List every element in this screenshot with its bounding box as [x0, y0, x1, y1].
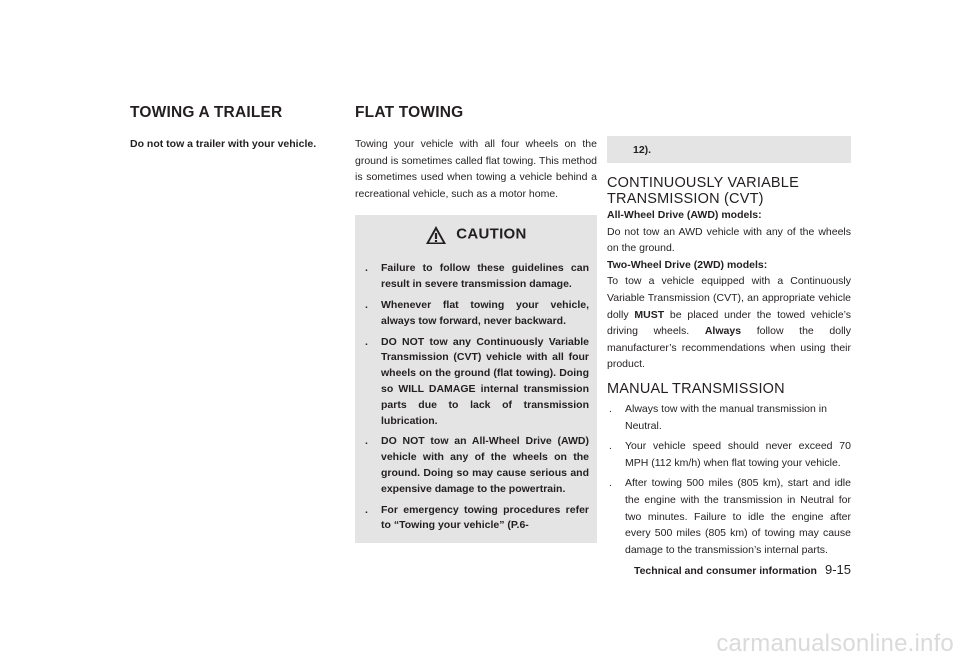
- watermark: carmanualsonline.info: [716, 630, 954, 657]
- caution-continued-text: 12).: [633, 144, 652, 156]
- bullet: .: [365, 335, 368, 348]
- caution-item: . For emergency towing procedures refer to “Towing your vehicle” (P.6-: [365, 503, 589, 532]
- flat-towing-heading: FLAT TOWING: [355, 104, 464, 121]
- bullet: .: [365, 262, 368, 275]
- manual-transmission-heading: MANUAL TRANSMISSION: [607, 380, 785, 397]
- caution-item: . Failure to follow these guidelines can result in severe transmission damage.: [365, 262, 589, 291]
- caution-item: . Whenever flat towing your vehicle, always tow forward, never backward.: [365, 298, 589, 327]
- bullet: .: [365, 503, 368, 516]
- cvt-heading: CONTINUOUSLY VARIABLE TRANSMISSION (CVT): [607, 175, 799, 207]
- caution-box: [355, 215, 597, 543]
- caution-title: CAUTION: [456, 226, 527, 244]
- towing-trailer-text: Do not tow a trailer with your vehicle.: [130, 138, 317, 150]
- always-emphasis: Always: [704, 325, 742, 338]
- page-number: 9-15: [824, 562, 851, 577]
- manual-item: . Always tow with the manual transmission in Neutral.: [609, 402, 827, 432]
- towing-trailer-heading: TOWING A TRAILER: [130, 104, 283, 121]
- twd-text: To tow a vehicle equipped with a Continuously Variable Transmission (CVT), an appropriate vehicle dolly MUST be placed under the towed vehicle’s driving wheels. Always follow the dolly manufacturer’s recommendations when using their product.: [607, 275, 852, 371]
- caution-list: [363, 261, 589, 534]
- caution-item: . DO NOT tow an All-Wheel Drive (AWD) vehicle with any of the wheels on the ground. Doing so may cause serious and expensive damage to the powertrain.: [365, 435, 589, 495]
- manual-item: . After towing 500 miles (805 km), start and idle the engine with the transmission in Neutral for two minutes. Failure to idle the engine after every 500 miles (805 km) of towing may cause damage to the transmission’s internal parts.: [609, 477, 851, 556]
- must-emphasis: MUST: [634, 308, 665, 321]
- manual-transmission-list: [607, 401, 851, 558]
- awd-text: Do not tow an AWD vehicle with any of the wheels on the ground.: [607, 225, 851, 255]
- manual-item: . Your vehicle speed should never exceed 70 MPH (112 km/h) when flat towing your vehicle.: [609, 440, 851, 469]
- towing-trailer-section: [130, 136, 345, 153]
- caution-header: [363, 225, 589, 249]
- caution-item: . DO NOT tow any Continuously Variable Transmission (CVT) vehicle with all four wheels on the ground (flat towing). Doing so WILL DAMAGE internal transmission parts due to lack of transmission lubrication.: [365, 335, 589, 427]
- flat-towing-section: [355, 136, 597, 543]
- page-footer: [607, 562, 851, 577]
- twd-label: Two-Wheel Drive (2WD) models:: [607, 258, 768, 271]
- bullet: .: [609, 402, 612, 415]
- caution-continued-box: [607, 136, 851, 163]
- bullet: .: [609, 440, 612, 453]
- footer-section-label: Technical and consumer information: [633, 565, 817, 577]
- right-column: [607, 136, 851, 562]
- bullet: .: [365, 435, 368, 448]
- warning-triangle-icon: [425, 225, 447, 245]
- awd-label: All-Wheel Drive (AWD) models:: [607, 209, 762, 221]
- bullet: .: [609, 477, 612, 490]
- bullet: .: [365, 298, 368, 311]
- flat-towing-intro: Towing your vehicle with all four wheels on the ground is sometimes called flat towing. This method is sometimes used when towing a vehicle behind a recreational vehicle, such as a motor home.: [355, 138, 597, 200]
